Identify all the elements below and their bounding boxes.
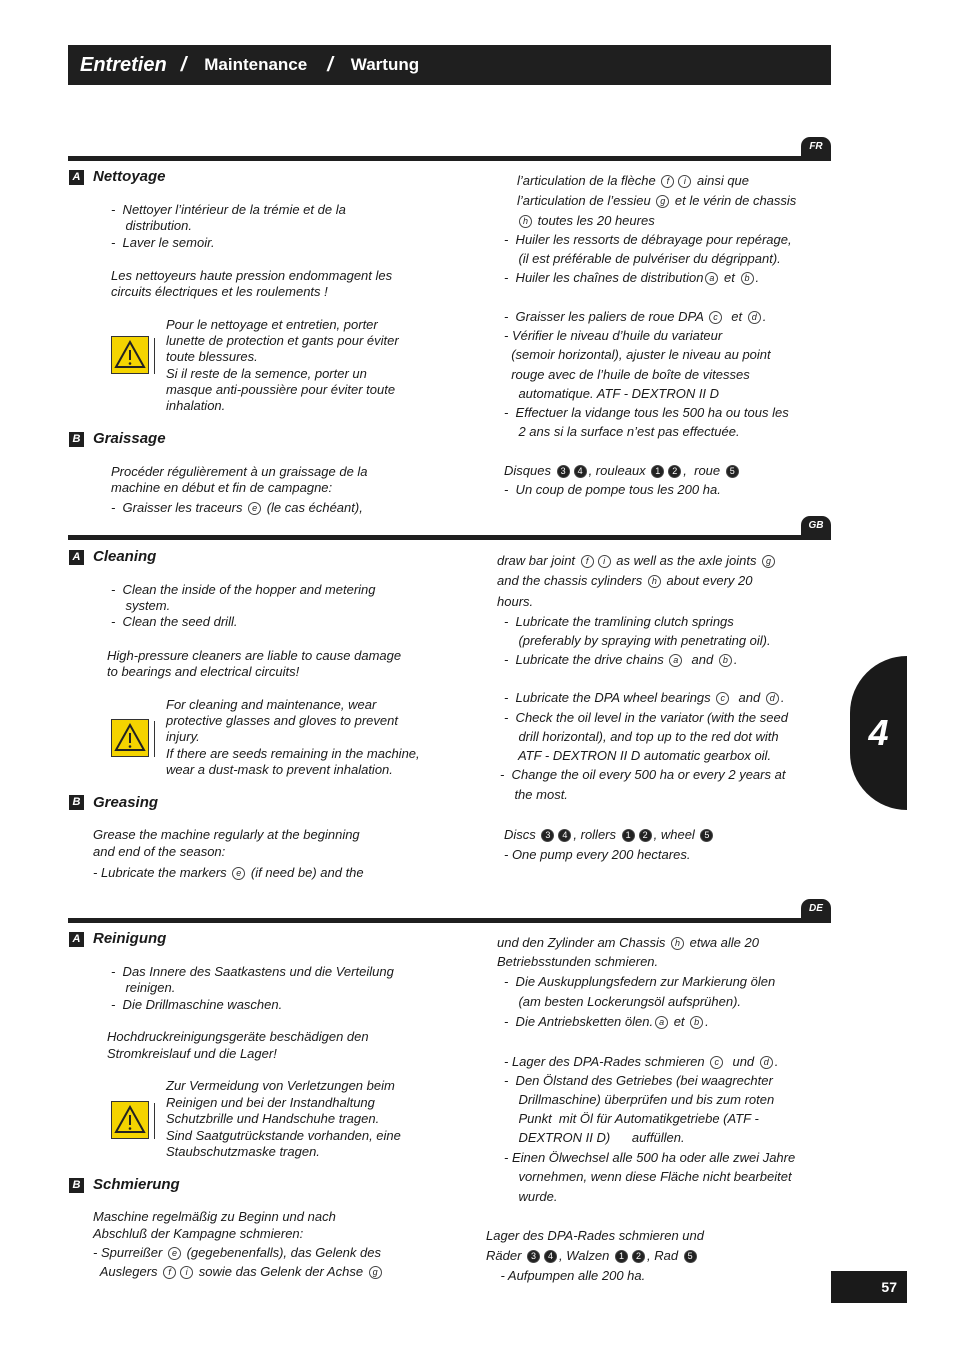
gb-grease-line: Grease the machine regularly at the beginning — [93, 827, 360, 842]
gb-grease-line: and end of the season: — [93, 844, 226, 859]
de-right-line: Räder 3 4 , Walzen 1 2 , Rad 5 — [486, 1248, 699, 1264]
ref-a: a — [705, 272, 718, 285]
gb-right-line: hours. — [497, 594, 534, 609]
warning-divider — [154, 1103, 155, 1139]
de-right-line: - Lager des DPA-Rades schmieren c und d . — [504, 1054, 779, 1069]
gb-right-line: and the chassis cylinders h about every 20 — [497, 573, 753, 588]
ref-5: 5 — [684, 1250, 697, 1263]
fr-right-line: l’articulation de la flèche f i ainsi que — [517, 173, 750, 188]
gb-grease-line: - Lubricate the markers e (if need be) and the — [93, 865, 364, 880]
fr-grease-line: machine en début et fin de campagne: — [111, 480, 333, 495]
gb-note-line: to bearings and electrical circuits! — [107, 664, 300, 679]
section-title-graissage: Graissage — [93, 430, 166, 447]
fr-warning-line: inhalation. — [166, 398, 226, 413]
warning-triangle-icon — [111, 1101, 149, 1139]
gb-warning-line: For cleaning and maintenance, wear — [166, 697, 377, 712]
ref-a: a — [655, 1016, 668, 1029]
section-divider — [68, 535, 831, 540]
warning-divider — [154, 721, 155, 757]
header-separator: / — [327, 53, 333, 76]
gb-right-line: ATF - DEXTRON II D automatic gearbox oil. — [504, 748, 772, 763]
gb-right-line: - Check the oil level in the variator (with the seed — [504, 710, 788, 725]
fr-warning-line: masque anti-poussière pour éviter toute — [166, 382, 396, 397]
ref-5: 5 — [700, 829, 713, 842]
de-grease-line: Maschine regelmäßig zu Beginn und nach — [93, 1209, 336, 1224]
de-note-line: Stromkreislauf und die Lager! — [107, 1046, 277, 1061]
ref-e: e — [168, 1247, 181, 1260]
ref-h: h — [519, 215, 532, 228]
fr-clean-line: distribution. — [111, 218, 192, 233]
ref-4: 4 — [574, 465, 587, 478]
language-tag-gb: GB — [801, 516, 831, 536]
ref-3: 3 — [527, 1250, 540, 1263]
gb-warning-line: If there are seeds remaining in the machine, — [166, 746, 420, 761]
de-grease-line: Auslegers f i sowie das Gelenk der Achse g — [93, 1264, 384, 1280]
ref-2: 2 — [668, 465, 681, 478]
de-right-line: - Die Auskupplungsfedern zur Markierung ölen — [504, 974, 776, 989]
section-letter-a: A — [69, 170, 84, 185]
ref-i: i — [598, 555, 611, 568]
de-grease-line: Abschluß der Kampagne schmieren: — [93, 1226, 304, 1241]
chapter-tab: 4 — [850, 656, 907, 810]
de-right-line: vornehmen, wenn diese Fläche nicht bearbeitet — [504, 1169, 792, 1184]
fr-clean-line: - Laver le semoir. — [111, 235, 215, 250]
ref-h: h — [648, 575, 661, 588]
ref-1: 1 — [622, 829, 635, 842]
ref-e: e — [232, 867, 245, 880]
ref-e: e — [248, 502, 261, 515]
ref-d: d — [766, 692, 779, 705]
gb-clean-line: - Clean the seed drill. — [111, 614, 238, 629]
language-tag-de: DE — [801, 899, 831, 919]
ref-g: g — [369, 1266, 382, 1279]
ref-g: g — [656, 195, 669, 208]
section-letter-b: B — [69, 795, 84, 810]
ref-f: f — [581, 555, 594, 568]
de-right-line: - Den Ölstand des Getriebes (bei waagrechter — [504, 1073, 773, 1088]
gb-right-line: - Change the oil every 500 ha or every 2 years at — [500, 767, 786, 782]
ref-b: b — [741, 272, 754, 285]
de-right-line: Punkt mit Öl für Automatikgetriebe (ATF - — [504, 1111, 759, 1126]
fr-note-line: circuits électriques et les roulements ! — [111, 284, 328, 299]
de-right-line: Lager des DPA-Rades schmieren und — [486, 1228, 704, 1243]
de-right-line: - Aufpumpen alle 200 ha. — [486, 1268, 646, 1283]
ref-c: c — [716, 692, 729, 705]
gb-right-line: - One pump every 200 hectares. — [504, 847, 691, 862]
section-title-schmierung: Schmierung — [93, 1176, 180, 1193]
ref-i: i — [678, 175, 691, 188]
page-header — [68, 45, 831, 85]
de-warning-line: Sind Saatgutrückstande vorhanden, eine — [166, 1128, 401, 1143]
ref-d: d — [748, 311, 761, 324]
fr-warning-line: toute blessures. — [166, 349, 258, 364]
fr-warning-line: Pour le nettoyage et entretien, porter — [166, 317, 378, 332]
section-letter-b: B — [69, 1178, 84, 1193]
gb-right-line: - Lubricate the drive chains a and b . — [504, 652, 738, 667]
section-title-nettoyage: Nettoyage — [93, 168, 166, 185]
de-warning-line: Schutzbrille und Handschuhe tragen. — [166, 1111, 380, 1126]
de-warning-line: Reinigen und bei der Instandhaltung — [166, 1095, 375, 1110]
ref-i: i — [180, 1266, 193, 1279]
gb-right-line: drill horizontal), and top up to the red dot with — [504, 729, 779, 744]
de-right-line: DEXTRON II D) auffüllen. — [504, 1130, 685, 1145]
ref-g: g — [762, 555, 775, 568]
gb-right-line: draw bar joint f i as well as the axle joints g — [497, 553, 777, 569]
de-note-line: Hochdruckreinigungsgeräte beschädigen den — [107, 1029, 369, 1044]
fr-grease-line: Procéder régulièrement à un graissage de la — [111, 464, 368, 479]
ref-2: 2 — [639, 829, 652, 842]
gb-clean-line: system. — [111, 598, 171, 613]
ref-3: 3 — [557, 465, 570, 478]
fr-right-line: rouge avec de l’huile de boîte de vitesses — [504, 367, 750, 382]
gb-right-line: - Lubricate the tramlining clutch springs — [504, 614, 734, 629]
de-right-line: Betriebsstunden schmieren. — [497, 954, 659, 969]
fr-warning-line: lunette de protection et gants pour éviter — [166, 333, 399, 348]
de-right-line: Drillmaschine) überprüfen und bis zum roten — [504, 1092, 775, 1107]
fr-right-line: 2 ans si la surface n’est pas effectuée. — [504, 424, 740, 439]
ref-c: c — [710, 1056, 723, 1069]
fr-right-line: - Huiler les ressorts de débrayage pour repérage, — [504, 232, 792, 247]
ref-3: 3 — [541, 829, 554, 842]
section-letter-a: A — [69, 932, 84, 947]
fr-right-line: - Graisser les paliers de roue DPA c et d . — [504, 309, 767, 324]
warning-divider — [154, 338, 155, 374]
gb-right-line: Discs 3 4 , rollers 1 2 , wheel 5 — [504, 827, 715, 843]
ref-1: 1 — [615, 1250, 628, 1263]
gb-warning-line: protective glasses and gloves to prevent — [166, 713, 398, 728]
de-right-line: - Die Antriebsketten ölen. a et b . — [504, 1014, 709, 1029]
fr-right-line: Disques 3 4 , rouleaux 1 2 , roue 5 — [504, 463, 741, 479]
gb-clean-line: - Clean the inside of the hopper and metering — [111, 582, 376, 597]
fr-right-line: - Effectuer la vidange tous les 500 ha ou tous les — [504, 405, 789, 420]
section-title-reinigung: Reinigung — [93, 930, 167, 947]
section-divider — [68, 156, 831, 161]
ref-1: 1 — [651, 465, 664, 478]
de-clean-line: - Das Innere des Saatkastens und die Verteilung — [111, 964, 394, 979]
section-title-cleaning: Cleaning — [93, 548, 157, 565]
section-title-greasing: Greasing — [93, 794, 159, 811]
fr-warning-line: Si il reste de la semence, porter un — [166, 366, 367, 381]
de-right-line: wurde. — [504, 1189, 558, 1204]
fr-right-line: - Vérifier le niveau d’huile du variateur — [504, 328, 723, 343]
ref-a: a — [669, 654, 682, 667]
ref-f: f — [163, 1266, 176, 1279]
section-divider — [68, 918, 831, 923]
de-warning-line: Staubschutzmaske tragen. — [166, 1144, 320, 1159]
ref-d: d — [760, 1056, 773, 1069]
de-right-line: - Einen Ölwechsel alle 500 ha oder alle zwei Jahre — [504, 1150, 796, 1165]
ref-f: f — [661, 175, 674, 188]
gb-right-line: - Lubricate the DPA wheel bearings c and d . — [504, 690, 785, 705]
warning-triangle-icon — [111, 719, 149, 757]
header-title-gb: Maintenance — [204, 55, 308, 74]
fr-right-line: l’articulation de l’essieu g et le vérin de chassis — [517, 193, 797, 208]
header-separator: / — [180, 53, 187, 76]
de-clean-line: reinigen. — [111, 980, 176, 995]
fr-right-line: (semoir horizontal), ajuster le niveau au point — [504, 347, 771, 362]
gb-note-line: High-pressure cleaners are liable to cause damage — [107, 648, 402, 663]
warning-triangle-icon — [111, 336, 149, 374]
ref-b: b — [690, 1016, 703, 1029]
ref-c: c — [709, 311, 722, 324]
gb-warning-line: injury. — [166, 729, 200, 744]
gb-warning-line: wear a dust-mask to prevent inhalation. — [166, 762, 393, 777]
de-warning-line: Zur Vermeidung von Verletzungen beim — [166, 1078, 395, 1093]
ref-2: 2 — [632, 1250, 645, 1263]
header-title-fr: Entretien — [80, 53, 167, 76]
ref-4: 4 — [558, 829, 571, 842]
fr-right-line: h toutes les 20 heures — [517, 213, 655, 229]
gb-right-line: (preferably by spraying with penetrating oil). — [504, 633, 771, 648]
fr-right-line: automatique. ATF - DEXTRON II D — [504, 386, 720, 401]
de-right-line: und den Zylinder am Chassis h etwa alle 20 — [497, 935, 759, 950]
language-tag-fr: FR — [801, 137, 831, 157]
fr-grease-line: - Graisser les traceurs e (le cas échéant), — [111, 500, 363, 515]
ref-5: 5 — [726, 465, 739, 478]
de-grease-line: - Spurreißer e (gegebenenfalls), das Gelenk des — [93, 1245, 381, 1260]
fr-note-line: Les nettoyeurs haute pression endommagent les — [111, 268, 393, 283]
ref-h: h — [671, 937, 684, 950]
section-letter-a: A — [69, 550, 84, 565]
de-clean-line: - Die Drillmaschine waschen. — [111, 997, 283, 1012]
gb-right-line: the most. — [500, 787, 568, 802]
ref-4: 4 — [544, 1250, 557, 1263]
page-number: 57 — [831, 1271, 907, 1303]
fr-right-line: - Huiler les chaînes de distribution a et b . — [504, 270, 760, 285]
ref-b: b — [719, 654, 732, 667]
fr-right-line: (il est préférable de pulvériser du dégrippant). — [504, 251, 781, 266]
de-right-line: (am besten Lockerungsöl aufsprühen). — [504, 994, 742, 1009]
fr-clean-line: - Nettoyer l’intérieur de la trémie et de la — [111, 202, 346, 217]
header-title-de: Wartung — [350, 55, 420, 74]
fr-right-line: - Un coup de pompe tous les 200 ha. — [504, 482, 721, 497]
section-letter-b: B — [69, 432, 84, 447]
